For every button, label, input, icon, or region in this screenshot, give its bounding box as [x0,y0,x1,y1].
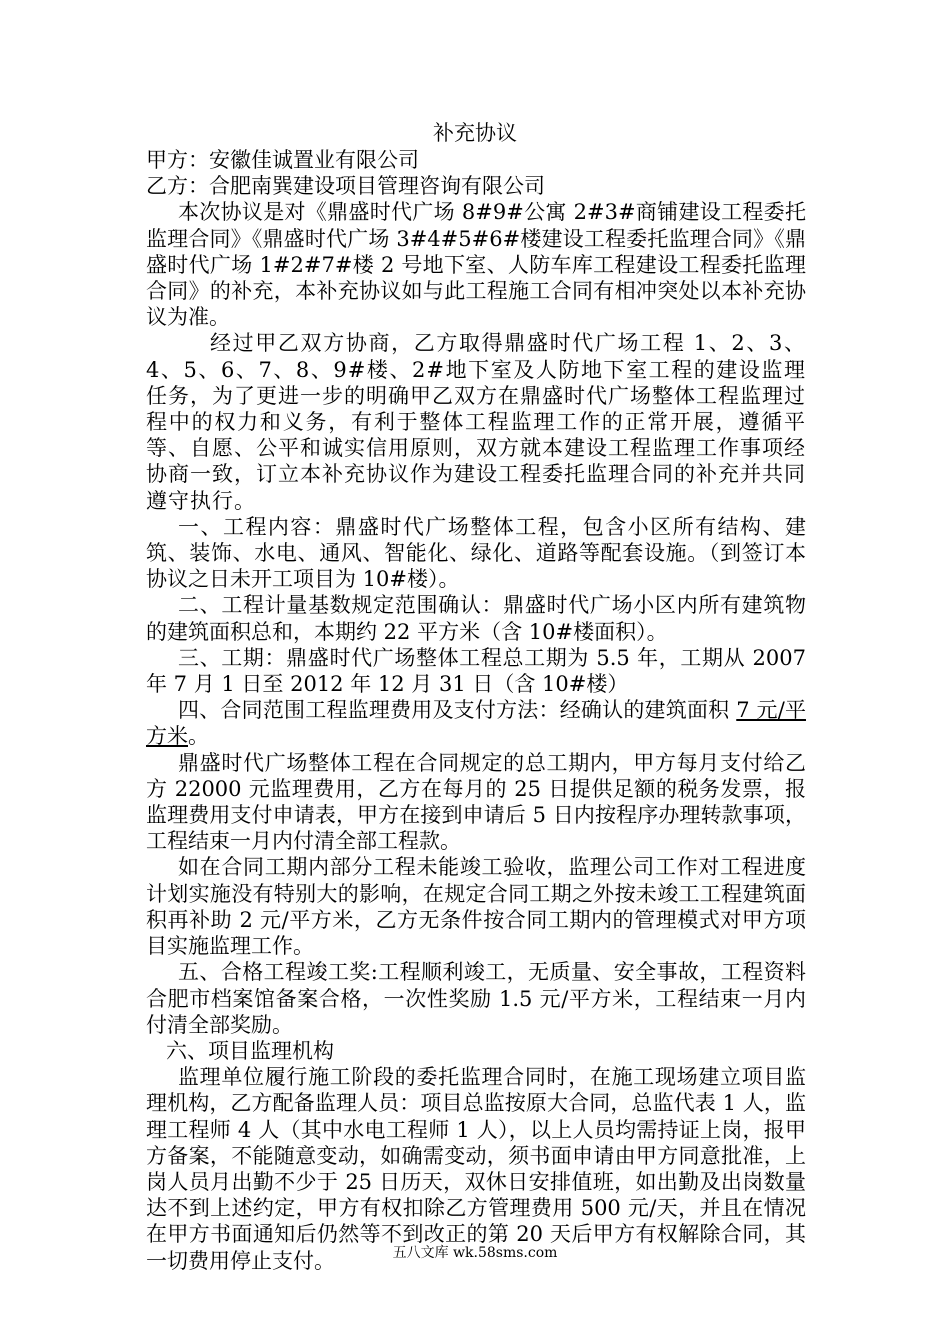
clause-1-project-scope: 一、工程内容：鼎盛时代广场整体工程，包含小区所有结构、建筑、装饰、水电、通风、智能化、绿化、道路等配套设施。（到签订本协议之日未开工项目为 10#楼）。 [146,514,806,592]
consultation-paragraph: 经过甲乙双方协商，乙方取得鼎盛时代广场工程 1、2、3、4、5、6、7、8、9#楼、2#地下室及人防地下室工程的建设监理任务，为了更进一步的明确甲乙双方在鼎盛时代广场整体工程监理过程中的权力和义务，有利于整体工程监理工作的正常开展，遵循平等、自愿、公平和诚实信用原则，双方就本建设工程监理工作事项经协商一致，订立本补充协议作为建设工程委托监理合同的补充并共同遵守执行。 [146,331,806,513]
clause-4-subsidy-paragraph: 如在合同工期内部分工程未能竣工验收，监理公司工作对工程进度计划实施没有特别大的影响，在规定合同工期之外按未竣工工程建筑面积再补助 2 元/平方米，乙方无条件按合同工期内的管理模式对甲方项目实施监理工作。 [146,855,806,959]
document-title: 补充协议 [433,121,517,145]
footer-watermark: 五八文库 wk.58sms.com [392,1245,558,1261]
intro-paragraph: 本次协议是对《鼎盛时代广场 8#9#公寓 2#3#商铺建设工程委托监理合同》《鼎盛时代广场 3#4#5#6#楼建设工程委托监理合同》《鼎盛时代广场 1#2#7#楼 2 号地下室、人防车库工程建设工程委托监理合同》的补充，本补充协议如与此工程施工合同有相冲突处以本补充协议为准。 [146,200,806,330]
clause-4-prefix: 四、合同范围工程监理费用及支付方法：经确认的建筑面积 [178,698,737,723]
document-body [146,147,806,1274]
clause-2-measurement-scope: 二、工程计量基数规定范围确认：鼎盛时代广场小区内所有建筑物的建筑面积总和，本期约 22 平方米（含 10#楼面积）。 [146,593,806,644]
clause-5-completion-bonus: 五、合格工程竣工奖:工程顺利竣工，无质量、安全事故，工程资料合肥市档案馆备案合格，一次性奖励 1.5 元/平方米，工程结束一月内付清全部奖励。 [146,960,806,1037]
party-b-line: 乙方：合肥南巽建设项目管理咨询有限公司 [146,174,545,199]
clause-3-duration: 三、工期：鼎盛时代广场整体工程总工期为 5.5 年，工期从 2007 年 7 月 1 日至 2012 年 12 月 31 日（含 10#楼） [146,645,806,697]
clause-6-heading: 六、项目监理机构 [166,1038,334,1063]
clause-6-body: 监理单位履行施工阶段的委托监理合同时，在施工现场建立项目监理机构，乙方配备监理人员：项目总监按原大合同，总监代表 1 人，监理工程师 4 人（其中水电工程师 1 人），以上人员均需持证上岗，报甲方备案，不能随意变动，如确需变动，须书面申请由甲方同意批准，上岗人员月出勤不少于 25 日历天，双休日安排值班，如出勤及出岗数量达不到上述约定，甲方有权扣除乙方管理费用 500 元/天，并且在情况在甲方书面通知后仍然等不到改正的第 20 天后甲方有权解除合同，其一切费用停止支付。 [146,1065,806,1273]
party-a-line: 甲方：安徽佳诚置业有限公司 [146,148,419,172]
clause-4-rate-underlined: 7 元/平方米 [146,698,806,749]
clause-4-payment-paragraph: 鼎盛时代广场整体工程在合同规定的总工期内，甲方每月支付给乙方 22000 元监理费用，乙方在每月的 25 日提供足额的税务发票，报监理费用支付申请表，甲方在接到申请后 5 日内按程序办理转款事项，工程结束一月内付清全部工程款。 [146,750,806,854]
clause-4-fee-heading [146,697,806,749]
clause-4-suffix: 。 [188,724,209,749]
